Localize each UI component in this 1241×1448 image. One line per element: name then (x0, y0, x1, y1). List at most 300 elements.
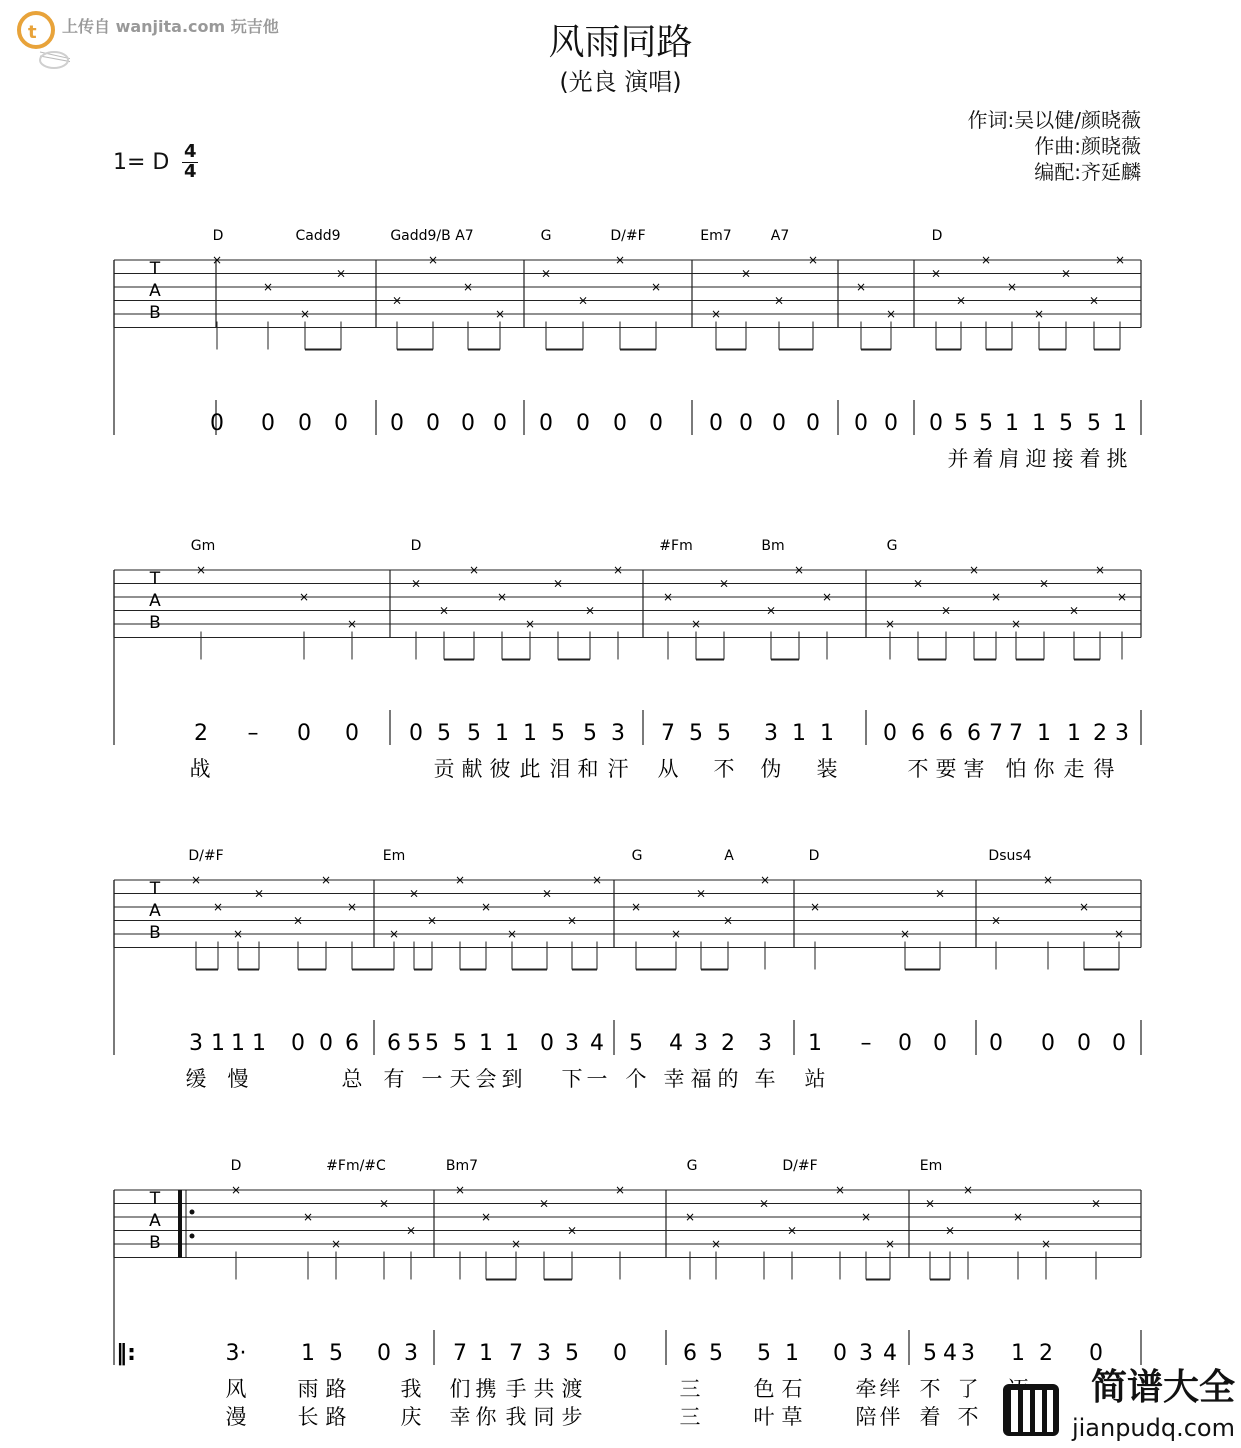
tab-mark: × (955, 293, 967, 308)
tab-mark: × (710, 1237, 722, 1251)
lyric-char-verse2: 同 (533, 1405, 555, 1429)
lyric-char: 幸 (663, 1067, 685, 1091)
jianpu-repeat-sign: ‖: (116, 1341, 136, 1366)
tab-mark: × (253, 886, 265, 901)
jianpu-note: 0 (613, 411, 627, 436)
composer-credit: 作曲:颜晓薇 (1034, 134, 1141, 158)
tab-letter: A (149, 591, 161, 611)
tab-mark: × (944, 1223, 956, 1238)
lyric-char: 总 (341, 1067, 363, 1091)
lyric-char: 个 (625, 1067, 647, 1091)
jianpu-note: 5 (757, 1341, 771, 1366)
tab-mark: × (912, 576, 924, 591)
tab-mark: × (722, 913, 734, 928)
tab-mark: × (684, 1210, 696, 1224)
tab-letter: A (149, 1211, 161, 1231)
jianpu-note: 1 (792, 721, 806, 746)
chord-name: D/#F (610, 228, 646, 244)
chord-name: D (808, 848, 820, 864)
tab-mark: × (1040, 1237, 1052, 1251)
chord-name: D (410, 538, 422, 554)
jianpu-note: 0 (390, 411, 404, 436)
jianpu-note: 5 (329, 1341, 343, 1366)
footer-url: jianpudq.com (1071, 1414, 1235, 1442)
piano-logo-icon (1001, 1380, 1061, 1440)
jianpu-note: 5 (689, 721, 703, 746)
lyric-char: 要 (935, 757, 957, 781)
jianpu-note: 2 (1093, 721, 1107, 746)
tab-mark: × (740, 266, 752, 281)
tab-mark: × (195, 563, 207, 577)
tab-mark: × (650, 280, 662, 294)
chord-name: Em (919, 1158, 943, 1174)
tab-mark: × (230, 1183, 242, 1197)
jianpu-note: 0 (1089, 1341, 1103, 1366)
lyric-char-verse2: 陪 (855, 1405, 877, 1429)
jianpu-note: 7 (989, 721, 1003, 746)
jianpu-note: 0 (261, 411, 275, 436)
music-system-3 (0, 840, 1241, 1100)
tab-mark: × (335, 266, 347, 281)
jianpu-note: 5 (407, 1031, 421, 1056)
tab-mark: × (405, 1223, 417, 1238)
tab-mark: × (410, 576, 422, 591)
tab-mark: × (990, 590, 1002, 604)
music-system-1 (0, 220, 1241, 480)
lyric-char-verse2: 步 (561, 1405, 583, 1429)
tab-mark: × (614, 1183, 626, 1197)
lyric-char-verse2: 漫 (225, 1405, 247, 1429)
tab-letter: A (149, 901, 161, 921)
lyric-char: 不 (919, 1377, 941, 1401)
watermark-text: 上传自 wanjita.com 玩吉他 (62, 17, 279, 36)
tab-mark: × (454, 1183, 466, 1197)
jianpu-note: 0 (989, 1031, 1003, 1056)
lyric-char: 走 (1063, 757, 1085, 781)
tab-mark: × (1038, 576, 1050, 591)
jianpu-note: 4 (669, 1031, 683, 1056)
tab-mark: × (855, 280, 867, 294)
tab-letter: T (149, 1189, 161, 1209)
tab-letter: A (149, 281, 161, 301)
tab-mark: × (480, 900, 492, 914)
lyric-char-verse2: 幸 (449, 1405, 471, 1429)
jianpu-note: 0 (1077, 1031, 1091, 1056)
system-1-staff (0, 220, 1241, 480)
jianpu-note: 1 (211, 1031, 225, 1056)
tab-mark: × (1078, 900, 1090, 914)
jianpu-note: 1 (1113, 411, 1127, 436)
tab-mark: × (1114, 253, 1126, 267)
chord-name: Bm7 (445, 1158, 479, 1174)
song-subtitle: (光良 演唱) (559, 68, 682, 96)
jianpu-note: 0 (493, 411, 507, 436)
tab-mark: × (884, 617, 896, 631)
lyric-char: 雨 (297, 1377, 319, 1401)
lyric-char: 福 (690, 1067, 712, 1091)
jianpu-note: 0 (298, 411, 312, 436)
chord-name: A7 (770, 228, 790, 244)
repeat-dot (190, 1210, 195, 1215)
tab-mark: × (584, 603, 596, 618)
lyric-char: 到 (501, 1067, 523, 1091)
jianpu-note: 3 (758, 1031, 772, 1056)
tab-mark: × (885, 307, 897, 321)
jianpu-note: 3 (694, 1031, 708, 1056)
tab-mark: × (860, 1210, 872, 1224)
jianpu-note: 0 (409, 721, 423, 746)
tab-mark: × (614, 253, 626, 267)
lyric-char-verse2: 叶 (753, 1405, 775, 1429)
tab-mark: × (718, 576, 730, 591)
jianpu-note: 5 (1087, 411, 1101, 436)
tab-mark: × (630, 900, 642, 914)
lyric-char: 石 (781, 1377, 803, 1401)
jianpu-note: 5 (551, 721, 565, 746)
tab-mark: × (758, 1196, 770, 1211)
lyric-char: 共 (533, 1377, 555, 1401)
jianpu-note: 5 (437, 721, 451, 746)
tab-mark: × (524, 617, 536, 631)
tab-mark: × (262, 280, 274, 294)
lyric-char: 献 (461, 757, 483, 781)
jianpu-note: 5 (717, 721, 731, 746)
tab-mark: × (786, 1223, 798, 1238)
jianpu-note: 1 (523, 721, 537, 746)
jianpu-note: 6 (911, 721, 925, 746)
lyric-char: 并 (947, 447, 969, 471)
tab-mark: × (759, 873, 771, 887)
lyric-char: 肩 (998, 447, 1020, 471)
tab-mark: × (962, 1183, 974, 1197)
jianpu-note: 4 (883, 1341, 897, 1366)
footer-brand: 简谱大全 (1090, 1367, 1235, 1408)
tab-mark: × (330, 1237, 342, 1251)
jianpu-note: 1 (1032, 411, 1046, 436)
jianpu-note: 0 (883, 721, 897, 746)
jianpu-note: 3 (1115, 721, 1129, 746)
chord-name: D (931, 228, 943, 244)
lyric-char: 牵 (855, 1377, 877, 1401)
tab-mark: × (292, 913, 304, 928)
tab-mark: × (391, 293, 403, 308)
chord-name: Em7 (700, 228, 732, 244)
jianpu-note: 2 (194, 721, 208, 746)
lyric-char: 贡 (433, 757, 455, 781)
tab-mark: × (793, 563, 805, 577)
tab-mark: × (566, 1223, 578, 1238)
lyric-char: 慢 (227, 1067, 249, 1091)
jianpu-note: 0 (929, 411, 943, 436)
jianpu-note: 0 (772, 411, 786, 436)
lyric-char: 会 (475, 1067, 497, 1091)
jianpu-note: 0 (649, 411, 663, 436)
jianpu-note: 3 (189, 1031, 203, 1056)
lyric-char: 的 (717, 1067, 739, 1091)
jianpu-note: 7 (453, 1341, 467, 1366)
tab-mark: × (232, 927, 244, 941)
jianpu-note: 0 (297, 721, 311, 746)
jianpu-note: 1 (505, 1031, 519, 1056)
lyric-char-verse2: 长 (297, 1405, 319, 1429)
jianpu-note: 6 (345, 1031, 359, 1056)
tab-mark: × (211, 253, 223, 267)
lyric-char: 汗 (607, 757, 629, 781)
tab-letter: B (149, 613, 161, 633)
jianpu-note: 5 (1059, 411, 1073, 436)
tab-mark: × (884, 1237, 896, 1251)
jianpu-note: 0 (854, 411, 868, 436)
tab-mark: × (190, 873, 202, 887)
time-signature-divider (182, 162, 198, 163)
lyric-char: 接 (1052, 447, 1074, 471)
tab-letter: B (149, 303, 161, 323)
tab-mark: × (1033, 307, 1045, 321)
chord-name: D (212, 228, 224, 244)
lyricist-credit: 作词:吴以健/颜晓薇 (967, 108, 1141, 132)
tab-mark: × (1012, 1210, 1024, 1224)
chord-name: D/#F (188, 848, 224, 864)
jianpu-note: 0 (806, 411, 820, 436)
tab-mark: × (1116, 590, 1128, 604)
tab-letter: T (149, 569, 161, 589)
tab-mark: × (566, 913, 578, 928)
tab-mark: × (346, 617, 358, 631)
jianpu-note: 0 (539, 411, 553, 436)
jianpu-note: 0 (426, 411, 440, 436)
jianpu-note: 2 (721, 1031, 735, 1056)
tab-mark: × (577, 293, 589, 308)
lyric-char: 了 (957, 1377, 979, 1401)
tab-mark: × (1060, 266, 1072, 281)
jianpu-note: 3 (764, 721, 778, 746)
system-3-staff (0, 840, 1241, 1100)
lyric-char: 们 (449, 1377, 471, 1401)
lyric-char-verse2: 路 (325, 1405, 347, 1429)
lyric-char: 得 (1093, 757, 1115, 781)
chord-name: Gadd9/B A7 (390, 228, 474, 244)
jianpu-note: 0 (1041, 1031, 1055, 1056)
lyric-char: 彼 (489, 757, 511, 781)
jianpu-note: 1 (1005, 411, 1019, 436)
jianpu-note: 1 (301, 1341, 315, 1366)
tab-mark: × (1068, 603, 1080, 618)
jianpu-note: 0 (739, 411, 753, 436)
jianpu-note: 6 (967, 721, 981, 746)
tab-mark: × (427, 253, 439, 267)
tab-mark: × (408, 886, 420, 901)
lyric-char: 迎 (1025, 447, 1047, 471)
lyric-char: 战 (189, 757, 211, 781)
tab-mark: × (940, 603, 952, 618)
jianpu-note: – (247, 721, 259, 746)
chord-name: G (886, 538, 898, 554)
tab-mark: × (496, 590, 508, 604)
tab-mark: × (454, 873, 466, 887)
jianpu-note: 5 (629, 1031, 643, 1056)
tab-mark: × (710, 307, 722, 321)
tab-mark: × (924, 1196, 936, 1211)
jianpu-note: 1 (1011, 1341, 1025, 1366)
jianpu-note: 5 (425, 1031, 439, 1056)
jianpu-note: 0 (884, 411, 898, 436)
jianpu-note: 0 (377, 1341, 391, 1366)
jianpu-note: 3 (404, 1341, 418, 1366)
jianpu-note: 5 (565, 1341, 579, 1366)
lyric-char: 渡 (561, 1377, 583, 1401)
jianpu-note: 1 (1067, 721, 1081, 746)
jianpu-note: 0 (334, 411, 348, 436)
chord-name: D (230, 1158, 242, 1174)
jianpu-note: 7 (661, 721, 675, 746)
lyric-char: 伪 (760, 757, 782, 781)
tab-mark: × (765, 603, 777, 618)
jianpu-note: 1 (785, 1341, 799, 1366)
tab-mark: × (934, 886, 946, 901)
jianpu-note: 7 (1009, 721, 1023, 746)
jianpu-note: 1 (495, 721, 509, 746)
tab-mark: × (299, 307, 311, 321)
tab-mark: × (670, 927, 682, 941)
lyric-char: 挑 (1106, 447, 1128, 471)
jianpu-note: 0 (613, 1341, 627, 1366)
repeat-dot (190, 1234, 195, 1239)
lyric-char: 害 (963, 757, 985, 781)
lyric-char-verse2: 着 (919, 1405, 941, 1429)
chord-name: G (631, 848, 643, 864)
tab-mark: × (1010, 617, 1022, 631)
tab-mark: × (968, 563, 980, 577)
jianpu-note: 0 (319, 1031, 333, 1056)
tab-mark: × (378, 1196, 390, 1211)
tab-mark: × (695, 886, 707, 901)
lyric-char: 手 (505, 1377, 527, 1401)
jianpu-note: 4 (590, 1031, 604, 1056)
jianpu-note: 0 (833, 1341, 847, 1366)
tab-letter: T (149, 879, 161, 899)
lyric-char: 站 (804, 1067, 826, 1091)
tab-mark: × (438, 603, 450, 618)
tab-mark: × (494, 307, 506, 321)
lyric-char: 一 (421, 1067, 443, 1091)
tab-mark: × (320, 873, 332, 887)
tab-mark: × (468, 563, 480, 577)
tab-mark: × (662, 590, 674, 604)
lyric-char: 和 (577, 757, 599, 781)
lyric-char: 你 (1033, 757, 1055, 781)
jianpu-note: 3 (537, 1341, 551, 1366)
lyric-char: 我 (400, 1377, 422, 1401)
lyric-char: 着 (972, 447, 994, 471)
tab-mark: × (980, 253, 992, 267)
lyric-char-verse2: 三 (679, 1405, 701, 1429)
time-signature-bottom: 4 (184, 161, 197, 182)
lyric-char-verse2: 草 (781, 1405, 803, 1429)
tab-mark: × (426, 913, 438, 928)
lyric-char: 三 (679, 1377, 701, 1401)
lyric-char: 色 (753, 1377, 775, 1401)
tab-mark: × (1088, 293, 1100, 308)
jianpu-note: 5 (709, 1341, 723, 1366)
lyric-char: 有 (383, 1067, 405, 1091)
tab-mark: × (462, 280, 474, 294)
chord-name: G (686, 1158, 698, 1174)
jianpu-note: 0 (898, 1031, 912, 1056)
lyric-char: 着 (1079, 447, 1101, 471)
tab-mark: × (1042, 873, 1054, 887)
tab-mark: × (346, 900, 358, 914)
jianpu-note: 1 (808, 1031, 822, 1056)
tab-mark: × (506, 927, 518, 941)
tab-mark: × (821, 590, 833, 604)
jianpu-note: 5 (923, 1341, 937, 1366)
tab-mark: × (510, 1237, 522, 1251)
lyric-char: 下 (561, 1067, 583, 1091)
lyric-char: 装 (816, 757, 838, 781)
jianpu-note: 6 (387, 1031, 401, 1056)
jianpu-note: 5 (467, 721, 481, 746)
jianpu-note: 5 (453, 1031, 467, 1056)
jianpu-note: 5 (979, 411, 993, 436)
chord-name: A (724, 848, 734, 864)
lyric-char: 缓 (185, 1067, 207, 1091)
lyric-char-verse2: 我 (505, 1405, 527, 1429)
tab-mark: × (212, 900, 224, 914)
time-signature-top: 4 (184, 141, 197, 162)
tab-mark: × (807, 253, 819, 267)
tab-mark: × (899, 927, 911, 941)
tab-mark: × (1094, 563, 1106, 577)
lyric-char-verse2: 你 (475, 1405, 497, 1429)
lyric-char: 不 (907, 757, 929, 781)
tab-mark: × (612, 563, 624, 577)
system-2-staff (0, 530, 1241, 790)
chord-name: #Fm/#C (326, 1158, 386, 1174)
tab-mark: × (540, 266, 552, 281)
jianpu-note: 4 (943, 1341, 957, 1366)
lyric-char: 车 (754, 1067, 776, 1091)
chord-name: G (540, 228, 552, 244)
chord-name: D/#F (782, 1158, 818, 1174)
jianpu-note: 1 (231, 1031, 245, 1056)
jianpu-note: 0 (1112, 1031, 1126, 1056)
jianpu-note: 0 (540, 1031, 554, 1056)
arranger-credit: 编配:齐延麟 (1034, 160, 1141, 184)
lyric-char: 路 (325, 1377, 347, 1401)
jianpu-note: 7 (509, 1341, 523, 1366)
tab-mark: × (591, 873, 603, 887)
tab-letter: B (149, 1233, 161, 1253)
lyric-char: 一 (586, 1067, 608, 1091)
tab-mark: × (690, 617, 702, 631)
chord-name: Cadd9 (295, 228, 341, 244)
key-signature: 1= D (113, 150, 170, 175)
chord-name: Gm (190, 538, 216, 554)
tab-mark: × (302, 1210, 314, 1224)
lyric-char: 此 (519, 757, 541, 781)
lyric-char-verse2: 伴 (879, 1405, 901, 1429)
jianpu-note: 1 (479, 1031, 493, 1056)
jianpu-note: 0 (461, 411, 475, 436)
chord-name: #Fm (659, 538, 693, 554)
song-title: 风雨同路 (548, 22, 693, 63)
tab-mark: × (541, 886, 553, 901)
jianpu-note: 2 (1039, 1341, 1053, 1366)
jianpu-note: 3 (859, 1341, 873, 1366)
jianpu-note: 3 (565, 1031, 579, 1056)
lyric-char: 携 (475, 1377, 497, 1401)
lyric-char: 泪 (549, 757, 571, 781)
